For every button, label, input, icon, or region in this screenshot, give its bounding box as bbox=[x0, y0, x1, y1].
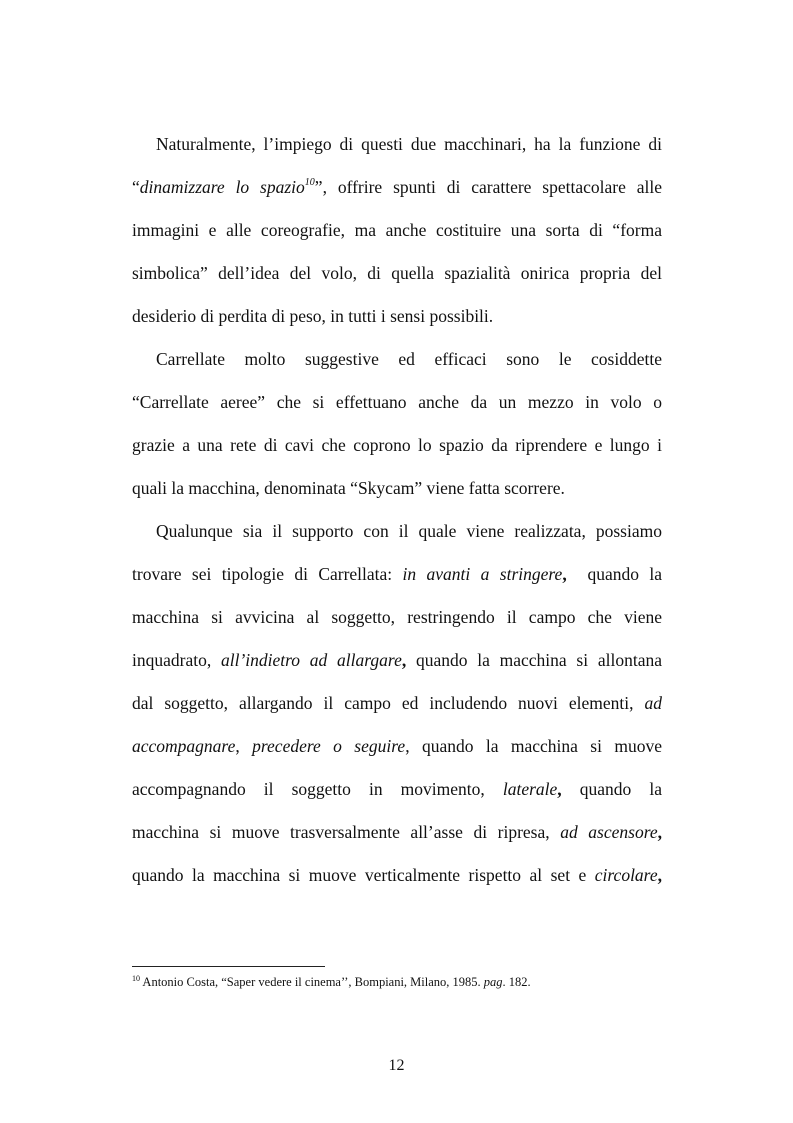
italic-term: accompagnare bbox=[132, 736, 236, 756]
footnote-separator bbox=[132, 966, 325, 967]
text-line: inquadrato, all’indietro ad allargare, quando la macchina si allontana bbox=[132, 650, 662, 670]
text-line: Carrellate molto suggestive ed efficaci sono le cosiddette bbox=[156, 349, 662, 369]
italic-term: all’indietro ad allargare bbox=[220, 650, 402, 670]
page-number: 12 bbox=[388, 1057, 405, 1074]
text-line: dal soggetto, allargando il campo ed includendo nuovi elementi, ad bbox=[132, 693, 662, 713]
text-line: Naturalmente, l’impiego di questi due macchinari, ha la funzione di bbox=[156, 134, 662, 154]
italic-term: laterale bbox=[502, 779, 558, 799]
text-line: accompagnando il soggetto in movimento, laterale, quando la bbox=[132, 779, 662, 799]
text-line: quando la macchina si muove verticalmente rispetto al set e circolare, bbox=[132, 865, 662, 885]
text-line: macchina si muove trasversalmente all’asse di ripresa, ad ascensore, bbox=[132, 822, 662, 842]
text-line: quali la macchina, denominata “Skycam” viene fatta scorrere. bbox=[132, 478, 565, 498]
footnote-number: 10 bbox=[132, 974, 140, 983]
italic-term: circolare bbox=[594, 865, 658, 885]
italic-term: ad bbox=[644, 693, 662, 713]
footnote-reference: 10 bbox=[304, 177, 315, 188]
italic-term: in avanti a stringere bbox=[402, 564, 563, 584]
footnote: $^{10}$ Antonio Costa, “Saper vedere il cinema’’, Bompiani, Milano, 1985. pag. 182. bbox=[132, 974, 531, 989]
text-line: Qualunque sia il supporto con il quale viene realizzata, possiamo bbox=[156, 521, 662, 541]
text-line: grazie a una rete di cavi che coprono lo spazio da riprendere e lungo i bbox=[132, 435, 662, 455]
text-line: desiderio di perdita di peso, in tutti i sensi possibili. bbox=[132, 306, 494, 326]
text-line: “dinamizzare lo spazio$^{10}$”, offrire spunti di carattere spettacolare alle bbox=[132, 177, 662, 197]
italic-term: precedere o seguire bbox=[252, 736, 406, 756]
text-line: accompagnare, precedere o seguire, quando la macchina si muove bbox=[132, 736, 662, 756]
text-line: simbolica” dell’idea del volo, di quella spazialità onirica propria del bbox=[132, 263, 662, 283]
text-line: macchina si avvicina al soggetto, restringendo il campo che viene bbox=[132, 607, 662, 627]
text-line: immagini e alle coreografie, ma anche costituire una sorta di “forma bbox=[132, 220, 662, 240]
italic-term: ad ascensore bbox=[560, 822, 658, 842]
text-line: trovare sei tipologie di Carrellata: in avanti a stringere, quando la bbox=[132, 564, 662, 584]
text-line: “Carrellate aeree” che si effettuano anche da un mezzo in volo o bbox=[132, 392, 662, 412]
italic-term: dinamizzare lo spazio bbox=[139, 177, 305, 197]
